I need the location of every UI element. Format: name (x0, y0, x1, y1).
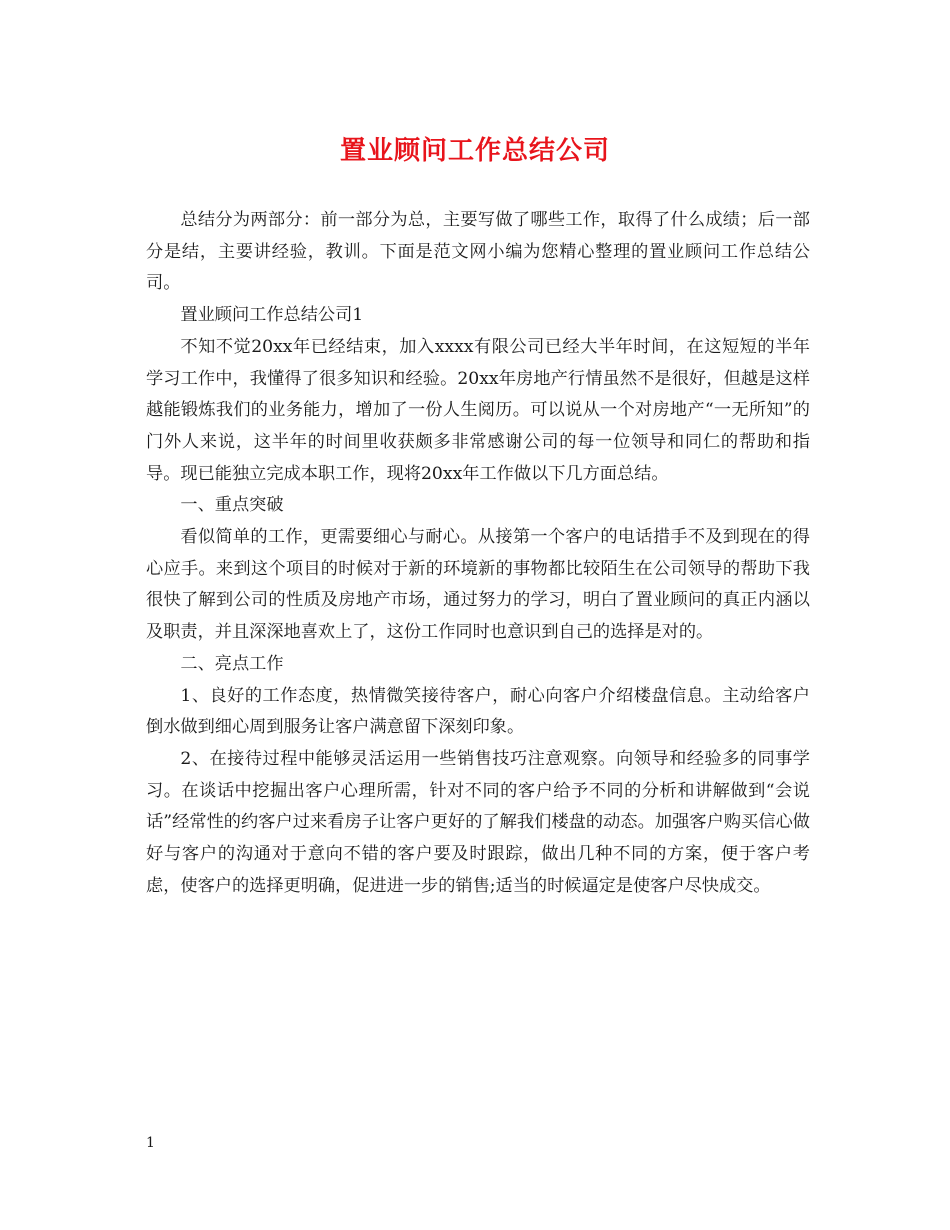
paragraph-highlight-2: 2、在接待过程中能够灵活运用一些销售技巧注意观察。向领导和经验多的同事学习。在谈话中挖掘出客户心理所需，针对不同的客户给予不同的分析和讲解做到“会说话”经常性的约客户过来看房子让客户更好的了解我们楼盘的动态。加强客户购买信心做好与客户的沟通对于意向不错的客户要及时跟踪，做出几种不同的方案，便于客户考虑，使客户的选择更明确，促进进一步的销售;适当的时候逼定是使客户尽快成交。 (146, 748, 810, 896)
page-number: 1 (146, 1135, 155, 1151)
paragraph-breakthrough: 看似简单的工作，更需要细心与耐心。从接第一个客户的电话措手不及到现在的得心应手。来到这个项目的时候对于新的环境新的事物都比较陌生在公司领导的帮助下我很快了解到公司的性质及房地产市场，通过努力的学习，明白了置业顾问的真正内涵以及职责，并且深深地喜欢上了，这份工作同时也意识到自己的选择是对的。 (146, 527, 810, 643)
document-title: 置业顾问工作总结公司 (339, 136, 610, 166)
paragraph-intro: 总结分为两部分：前一部分为总，主要写做了哪些工作，取得了什么成绩；后一部分是结，主要讲经验，教训。下面是范文网小编为您精心整理的置业顾问工作总结公司。 (146, 210, 810, 294)
section-heading-1: 置业顾问工作总结公司1 (180, 305, 364, 326)
paragraph-overview: 不知不觉20xx年已经结束，加入xxxx有限公司已经大半年时间，在这短短的半年学习工作中，我懂得了很多知识和经验。20xx年房地产行情虽然不是很好，但越是这样越能锻炼我们的业务能力，增加了一份人生阅历。可以说从一个对房地产“一无所知”的门外人来说，这半年的时间里收获颇多非常感谢公司的每一位领导和同仁的帮助和指导。现已能独立完成本职工作，现将20xx年工作做以下几方面总结。 (146, 336, 810, 484)
paragraph-highlight-1: 1、良好的工作态度，热情微笑接待客户，耐心向客户介绍楼盘信息。主动给客户倒水做到细心周到服务让客户满意留下深刻印象。 (146, 685, 810, 738)
document-body (146, 205, 810, 902)
section-heading-breakthrough: 一、重点突破 (180, 495, 284, 516)
section-heading-highlights: 二、亮点工作 (180, 653, 284, 674)
